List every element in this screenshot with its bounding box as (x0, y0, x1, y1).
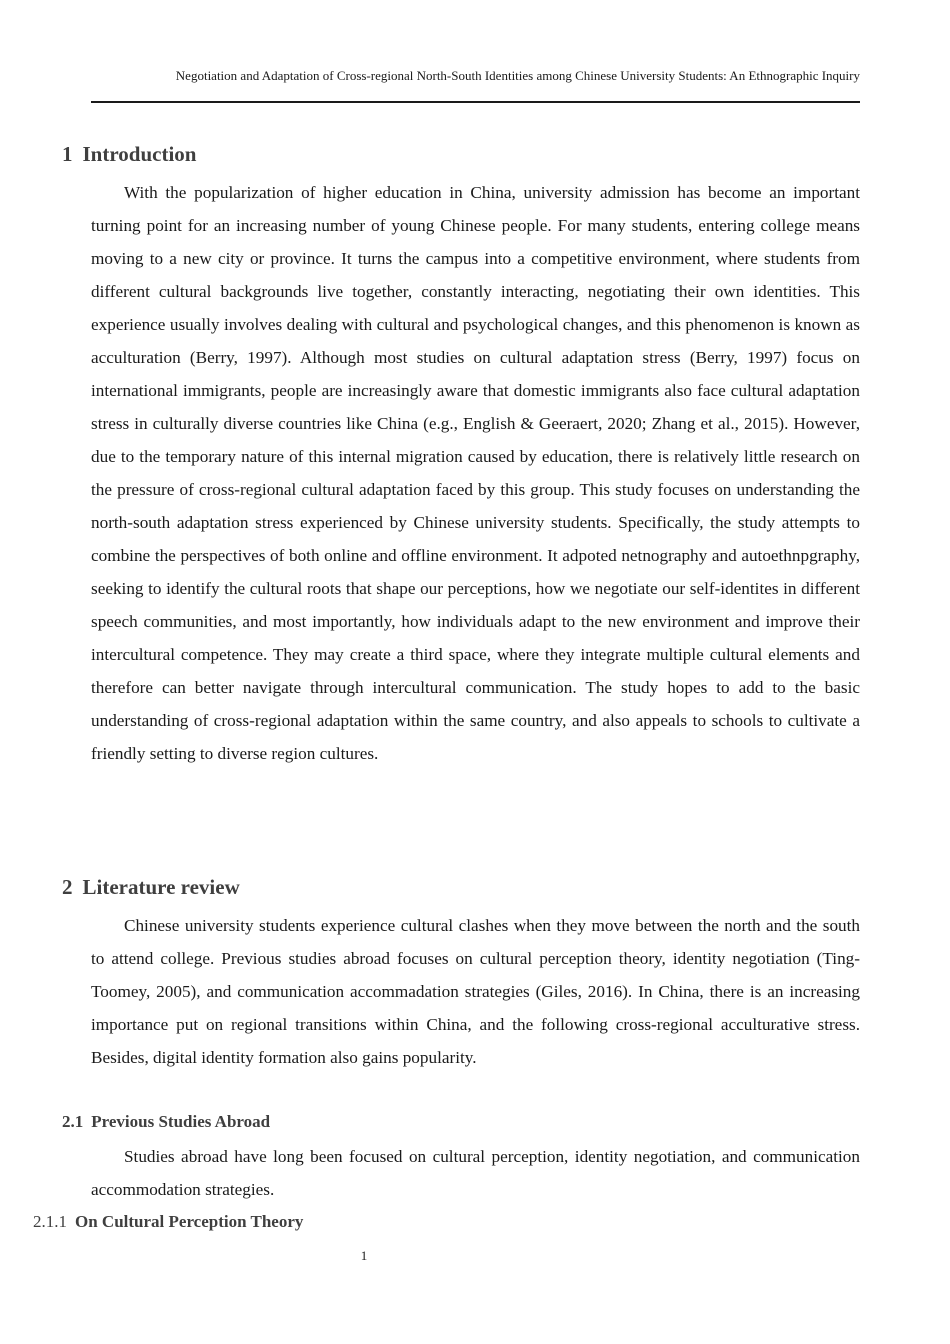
literature-review-paragraph: Chinese university students experience cultural clashes when they move between the north and the south to attend college. Previous studies abroad focuses on cultural perception theory, identity negotiation (Ting-Toomey, 2005), and communication accommadation strategies (Giles, 2016). In China, there is an increasing importance put on regional transitions within China, and the following cross-regional acculturative stress. Besides, digital identity formation also gains popularity. (91, 916, 860, 1067)
section-heading-introduction (62, 142, 196, 167)
subsubsection-title: On Cultural Perception Theory (75, 1212, 304, 1231)
section-title: Introduction (82, 142, 197, 166)
section-number: 2 (62, 875, 73, 899)
introduction-paragraph: With the popularization of higher education in China, university admission has become an important turning point for an increasing number of young Chinese people. For many students, entering college means moving to a new city or province. It turns the campus into a competitive environment, where students from different cultural backgrounds live together, constantly interacting, negotiating their own identities. This experience usually involves dealing with cultural and psychological changes, and this phenomenon is known as acculturation (Berry, 1997). Although most studies on cultural adaptation stress (Berry, 1997) focus on international immigrants, people are increasingly aware that domestic immigrants also face cultural adaptation stress in culturally diverse countries like China (e.g., English & Geeraert, 2020; Zhang et al., 2015). However, due to the temporary nature of this internal migration caused by education, there is relatively little research on the pressure of cross-regional cultural adaptation faced by this group. This study focuses on understanding the north-south adaptation stress experienced by Chinese university students. Specifically, the study attempts to combine the perspectives of both online and offline environment. It adpoted netnography and autoethnpgraphy, seeking to identify the cultural roots that shape our perceptions, how we negotiate our self-identites in different speech communities, and most importantly, how individuals adapt to the new environment and improve their intercultural competence. They may create a third space, where they integrate multiple cultural elements and therefore can better navigate through intercultural communication. The study hopes to add to the basic understanding of cross-regional adaptation within the same country, and also appeals to schools to cultivate a friendly setting to diverse region cultures. (91, 183, 860, 763)
subsection-heading-previous-studies-abroad (62, 1112, 270, 1132)
subsection-title: Previous Studies Abroad (91, 1112, 271, 1131)
subsubsection-number: 2.1.1 (33, 1212, 67, 1231)
section-title: Literature review (82, 875, 240, 899)
section-heading-literature-review (62, 875, 240, 900)
previous-studies-paragraph: Studies abroad have long been focused on cultural perception, identity negotiation, and communication accommodation strategies. (91, 1147, 860, 1199)
header-rule (91, 101, 860, 103)
page-number: 1 (360, 1248, 368, 1263)
subsubsection-heading-cultural-perception-theory (33, 1212, 303, 1232)
subsection-number: 2.1 (62, 1112, 84, 1131)
running-header: Negotiation and Adaptation of Cross-regional North-South Identities among Chinese University Students: An Ethnographic Inquiry (175, 68, 860, 83)
section-number: 1 (62, 142, 73, 166)
